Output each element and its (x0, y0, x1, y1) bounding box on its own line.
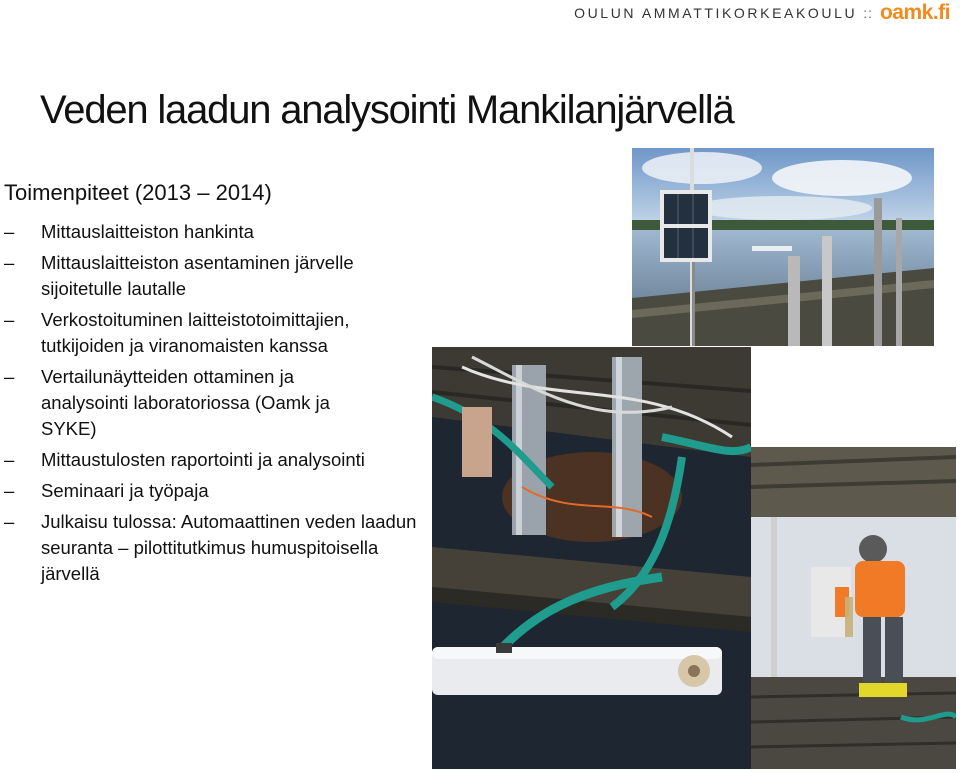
photo-raft-workers (751, 447, 956, 769)
photo-solar-panel-lake (632, 148, 934, 346)
list-item (0, 250, 421, 302)
bullet-dash: – (4, 366, 15, 387)
school-name: OULUN AMMATTIKORKEAKOULU (574, 5, 858, 21)
list-item (0, 447, 420, 473)
list-item-text: Vertailunäytteiden ottaminen ja analysointi laboratoriossa (Oamk ja SYKE) (41, 366, 330, 439)
list-item (0, 509, 421, 587)
bullet-dash: – (4, 449, 15, 470)
header-separator: :: (863, 5, 873, 21)
bullet-dash: – (4, 480, 15, 501)
list-item (0, 364, 371, 442)
photo-sensors-in-water (432, 347, 751, 769)
list-item-text: Verkostoituminen laitteistotoimittajien, tutkijoiden ja viranomaisten kanssa (41, 309, 350, 356)
list-item (0, 478, 420, 504)
list-item (0, 219, 420, 245)
bullet-dash: – (4, 511, 15, 532)
intro-heading: Toimenpiteet (2013 – 2014) (4, 180, 272, 205)
list-item-text: Julkaisu tulossa: Automaattinen veden laadun seuranta – pilottitutkimus humuspitoisella järvellä (41, 511, 417, 584)
list-item-text: Mittauslaitteiston hankinta (41, 221, 254, 242)
bullet-dash: – (4, 252, 15, 273)
bullet-dash: – (4, 309, 15, 330)
list-item (0, 307, 421, 359)
oamk-logo[interactable]: oamk.fi (879, 1, 950, 24)
list-item-text: Mittaustulosten raportointi ja analysointi (41, 449, 365, 470)
slide-title: Veden laadun analysointi Mankilanjärvellä (40, 88, 734, 132)
measures-list (0, 219, 420, 592)
list-item-text: Seminaari ja työpaja (41, 480, 209, 501)
brand-header (574, 2, 950, 24)
bullet-dash: – (4, 221, 15, 242)
list-item-text: Mittauslaitteiston asentaminen järvelle sijoitetulle lautalle (41, 252, 354, 299)
